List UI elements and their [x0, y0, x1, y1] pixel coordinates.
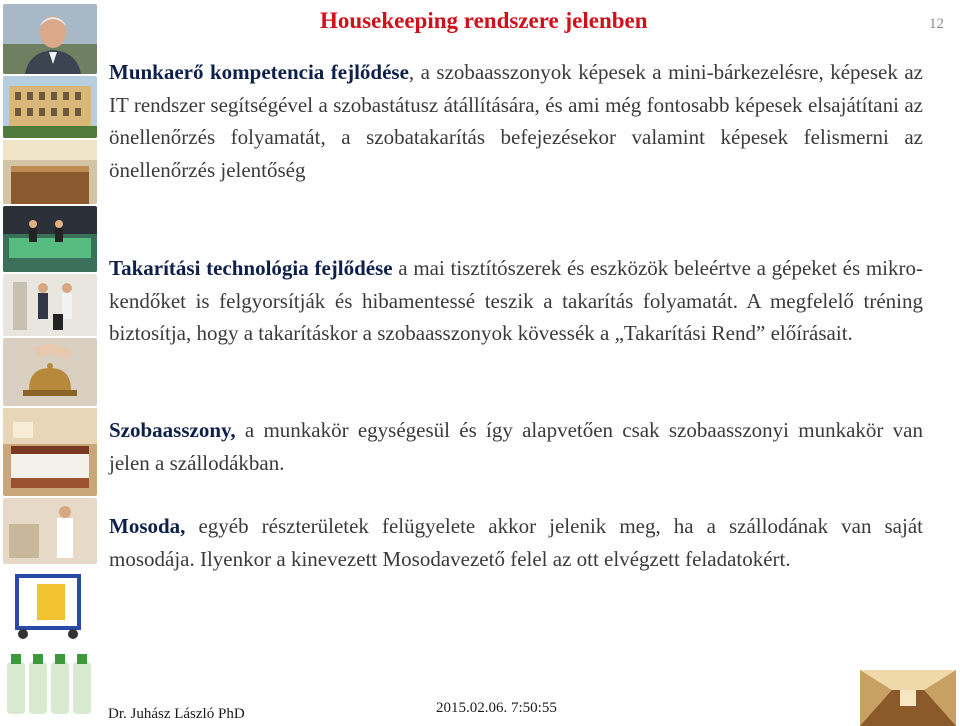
housekeeper-image	[3, 498, 97, 564]
cleaning-trolley-image	[3, 566, 97, 642]
paragraph-text: egyéb részterületek felügyelete akkor jelenik meg, ha a szállodának van saját mosodája. Ilyenkor a kinevezett Mosodavezető felel az ott elvégzett feladatokért.	[109, 514, 923, 571]
paragraph-heading: Szobaasszony,	[109, 418, 236, 442]
portrait-image	[3, 4, 97, 74]
reception-desk-image	[3, 140, 97, 204]
cleaning-bottles-image	[3, 646, 97, 718]
paragraph-laundry	[109, 510, 923, 575]
paragraph-heading: Munkaerő kompetencia fejlődése	[109, 60, 409, 84]
reception-bell-image	[3, 338, 97, 406]
sidebar-photo-strip	[0, 0, 100, 726]
paragraph-heading: Mosoda,	[109, 514, 186, 538]
hotel-building-image	[3, 76, 97, 138]
slide-title: Housekeeping rendszere jelenben	[320, 8, 648, 33]
hotel-corridor-image	[860, 670, 956, 726]
footer-author: Dr. Juhász László PhD	[108, 706, 245, 722]
footer-datetime: 2015.02.06. 7:50:55	[436, 700, 557, 716]
page-number: 12	[929, 16, 944, 32]
lobby-reception-image	[3, 206, 97, 272]
paragraph-text: a mai tisztítószerek és eszközök beleértve a gépeket és mikro-kendőket is felgyorsítják és hibamentessé teszik a takarítás folyamatát. A megfelelő tréning biztosítja, hogy a takarításkor a szobaasszonyok kövessék a „Takarítási Rend” előírásait.	[109, 256, 923, 346]
hotel-bedroom-image	[3, 408, 97, 496]
paragraph-text: a munkakör egységesül és így alapvetően csak szobaasszonyi munkakör van jelen a szállodákban.	[109, 418, 923, 475]
paragraph-heading: Takarítási technológia fejlődése	[109, 256, 393, 280]
paragraph-room-attendant	[109, 414, 923, 479]
paragraph-workforce	[109, 56, 923, 186]
paragraph-technology	[109, 252, 923, 350]
guests-with-luggage-image	[3, 274, 97, 336]
paragraph-text: , a szobaasszonyok képesek a mini-bárkezelésre, képesek az IT rendszer segítségével a szobastátusz átállítására, és ami még fontosabb képesek elsajátítani az önellenőrzés folyamatát, a szobatakarítás befejezésekor valamint képesek felismerni az önellenőrzés jelentőség	[109, 60, 923, 182]
